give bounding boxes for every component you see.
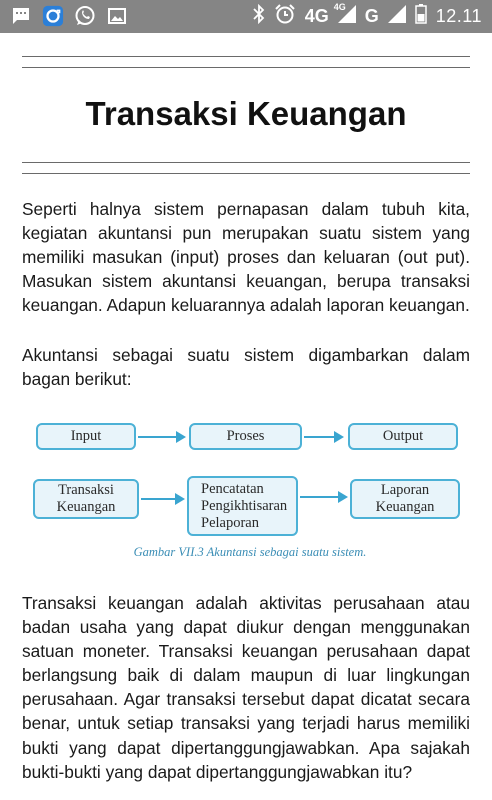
paragraph-financial-transactions: Transaksi keuangan adalah aktivitas perusahaan atau badan usaha yang dapat diukur dengan menggunakan satuan moneter. Transaksi keuangan perusahaan dapat berlangsung baik di dalam maupun di luar lingkungan perusahaan. Agar transaksi tersebut dapat dicatat secara benar, untuk setiap transaksi yang terjadi harus memiliki bukti yang dapat dipertanggungjawabkan. Apa sajakah bukti-bukti yang dapat dipertanggungjawabkan itu? (22, 593, 470, 782)
notification-icons (10, 5, 128, 27)
diagram-box-recording-summarizing-reporting: Pencatatan Pengikhtisaran Pelaporan (187, 476, 298, 536)
diagram-box-financial-transactions: Transaksi Keuangan (33, 479, 139, 519)
sync-app-icon (42, 5, 64, 27)
accounting-system-diagram (30, 418, 470, 568)
title-rule-2 (22, 173, 470, 174)
system-indicators (253, 0, 482, 33)
signal-4g-superscript: 4G (333, 1, 346, 12)
network-4g-label: 4G (304, 6, 329, 26)
diagram-box-input: Input (36, 423, 136, 450)
clock-time: 12.11 (435, 6, 482, 26)
top-rule-2 (22, 67, 470, 68)
diagram-box-output: Output (348, 423, 458, 450)
diagram-box-process: Proses (189, 423, 302, 450)
bluetooth-icon (253, 4, 265, 30)
diagram-caption: Gambar VII.3 Akuntansi sebagai suatu sistem. (133, 545, 367, 559)
article-title: Transaksi Keuangan (85, 95, 407, 132)
top-rule-1 (22, 56, 470, 57)
message-icon (10, 5, 32, 27)
signal-4g-icon (333, 1, 356, 29)
diagram-box-financial-statements: Laporan Keuangan (350, 479, 460, 519)
image-icon (106, 5, 128, 27)
network-g-label: G (364, 6, 379, 26)
battery-icon (415, 4, 427, 30)
alarm-icon (274, 3, 296, 31)
signal-icon (388, 5, 406, 29)
diagram-arrow-2 (304, 436, 342, 438)
paragraph-intro: Seperti halnya sistem pernapasan dalam tubuh kita, kegiatan akuntansi pun merupakan suatu sistem yang memiliki masukan (input) proses dan keluaran (out put). Masukan sistem akuntansi keuangan, berupa transaksi keuangan. Adapun keluarannya adalah laporan keuangan. (22, 199, 470, 316)
paragraph-diagram-intro: Akuntansi sebagai suatu sistem digambarkan dalam bagan berikut: (22, 345, 470, 390)
whatsapp-icon (74, 5, 96, 27)
diagram-arrow-4 (300, 496, 346, 498)
diagram-arrow-3 (141, 498, 183, 500)
status-bar (0, 0, 492, 33)
title-rule-1 (22, 162, 470, 163)
diagram-arrow-1 (138, 436, 184, 438)
